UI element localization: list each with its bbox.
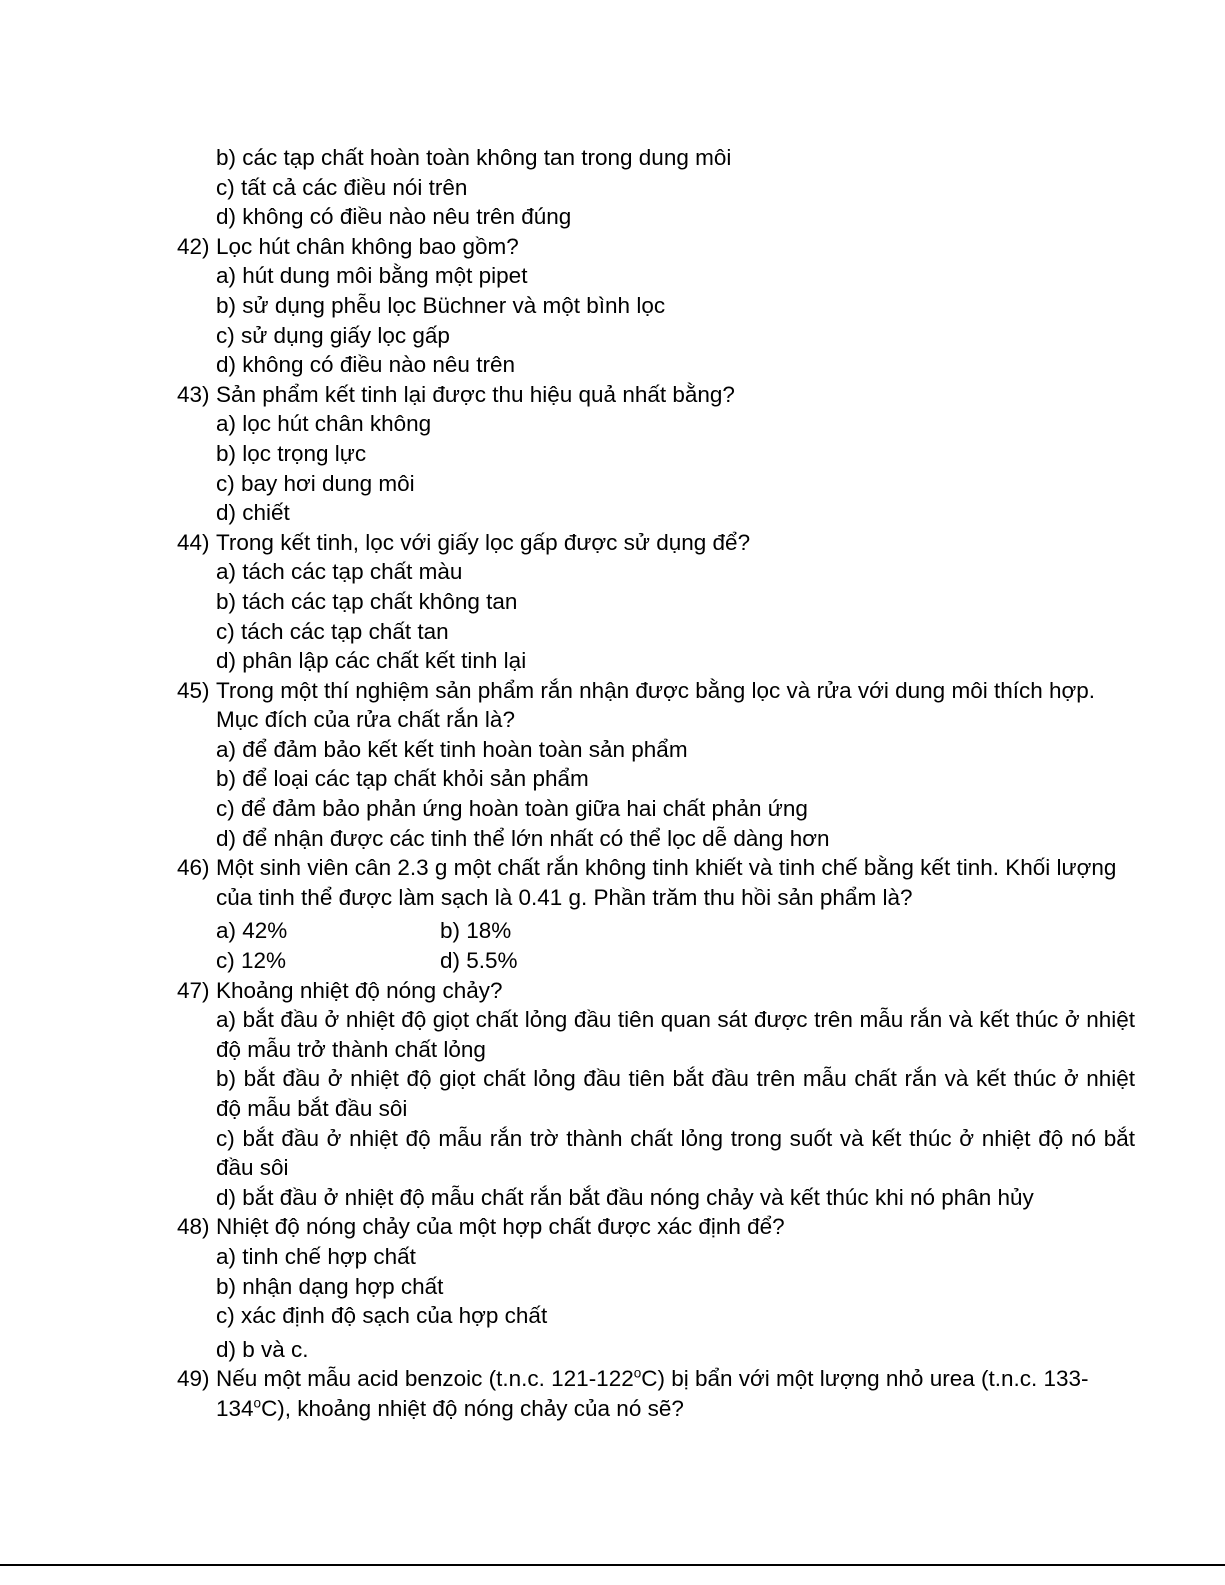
document-page <box>0 143 1225 1424</box>
question-text: Nhiệt độ nóng chảy của một hợp chất được xác định để? <box>216 1214 785 1240</box>
q43-option-c: c) bay hơi dung môi <box>216 470 415 496</box>
q45-option-b: b) để loại các tạp chất khỏi sản phẩm <box>216 766 589 792</box>
q44-option-a: a) tách các tạp chất màu <box>216 559 463 585</box>
q46-option-b: b) 18% <box>440 918 512 944</box>
q49-text-part-3: C), khoảng nhiệt độ nóng chảy của nó sẽ? <box>261 1395 684 1421</box>
q43-option-b: b) lọc trọng lực <box>216 440 367 466</box>
q47-option-b: b) bắt đầu ở nhiệt độ giọt chất lỏng đầu tiên bắt đầu trên mẫu chất rắn và kết thúc ở nhiệt độ mẫu bắt đầu sôi <box>216 1066 1135 1121</box>
q42-option-d: d) không có điều nào nêu trên <box>216 352 515 378</box>
q42-option-c: c) sử dụng giấy lọc gấp <box>216 322 450 348</box>
question-text: Sản phẩm kết tinh lại được thu hiệu quả nhất bằng? <box>216 381 735 407</box>
q44-option-b: b) tách các tạp chất không tan <box>216 588 518 614</box>
question-number: 47) <box>177 977 210 1003</box>
q41-option-b: b) các tạp chất hoàn toàn không tan trong dung môi <box>216 145 732 170</box>
q46-option-c: c) 12% <box>216 948 287 974</box>
degree-superscript: o <box>633 1365 642 1381</box>
q41-option-d: d) không có điều nào nêu trên đúng <box>216 204 572 230</box>
q49-text-part-1: Nếu một mẫu acid benzoic (t.n.c. 121-122 <box>216 1366 634 1392</box>
q42-option-a: a) hút dung môi bằng một pipet <box>216 263 528 289</box>
question-number: 45) <box>177 677 210 703</box>
question-43 <box>0 380 1225 410</box>
question-number: 48) <box>177 1214 210 1240</box>
question-49 <box>0 1364 1225 1423</box>
q45-option-c: c) để đảm bảo phản ứng hoàn toàn giữa hai chất phản ứng <box>216 796 808 822</box>
question-number: 42) <box>177 233 210 259</box>
q42-option-b: b) sử dụng phễu lọc Büchner và một bình lọc <box>216 292 666 318</box>
q43-option-a: a) lọc hút chân không <box>216 411 432 437</box>
question-text: Một sinh viên cân 2.3 g một chất rắn không tinh khiết và tinh chế bằng kết tinh. Khối lượng của tinh thể được làm sạch là 0.41 g. Phần trăm thu hồi sản phẩm là? <box>216 855 1117 910</box>
question-text: Lọc hút chân không bao gồm? <box>216 233 519 259</box>
q48-option-c: c) xác định độ sạch của hợp chất <box>216 1303 548 1329</box>
question-47 <box>0 976 1225 1006</box>
question-number: 46) <box>177 855 210 881</box>
q47-option-d: d) bắt đầu ở nhiệt độ mẫu chất rắn bắt đầu nóng chảy và kết thúc khi nó phân hủy <box>216 1184 1034 1210</box>
question-text: Trong kết tinh, lọc với giấy lọc gấp được sử dụng để? <box>216 529 751 555</box>
q47-option-c: c) bắt đầu ở nhiệt độ mẫu rắn trờ thành chất lỏng trong suốt và kết thúc ở nhiệt độ nó bắt đầu sôi <box>216 1125 1135 1181</box>
q43-option-d: d) chiết <box>216 500 290 526</box>
question-45 <box>0 676 1225 735</box>
question-number: 43) <box>177 381 210 407</box>
q46-option-a: a) 42% <box>216 918 288 944</box>
q47-option-a: a) bắt đầu ở nhiệt độ giọt chất lỏng đầu tiên quan sát được trên mẫu rắn và kết thúc ở nhiệt độ mẫu trở thành chất lỏng <box>216 1007 1135 1062</box>
q46-option-d: d) 5.5% <box>440 948 518 974</box>
q44-option-c: c) tách các tạp chất tan <box>216 618 449 644</box>
q49-text-part-2: C) bị bẩn với một lượng nhỏ urea (t.n.c. 133-134 <box>216 1366 1089 1421</box>
q48-option-a: a) tinh chế hợp chất <box>216 1243 416 1269</box>
page-bottom-border <box>0 1564 1225 1566</box>
q44-option-d: d) phân lập các chất kết tinh lại <box>216 648 527 674</box>
question-text: Trong một thí nghiệm sản phẩm rắn nhận được bằng lọc và rửa với dung môi thích hợp. Mục đích của rửa chất rắn là? <box>216 677 1096 733</box>
question-number: 49) <box>177 1366 210 1392</box>
q45-option-a: a) để đảm bảo kết kết tinh hoàn toàn sản phẩm <box>216 736 688 762</box>
question-text: Khoảng nhiệt độ nóng chảy? <box>216 977 503 1003</box>
question-42 <box>0 232 1225 262</box>
question-48 <box>0 1212 1225 1242</box>
q45-option-d: d) để nhận được các tinh thể lớn nhất có thể lọc dễ dàng hơn <box>216 825 830 851</box>
question-46 <box>0 853 1225 912</box>
q46-options-row-2 <box>0 946 1225 976</box>
q48-option-b: b) nhận dạng hợp chất <box>216 1273 444 1299</box>
q46-options-row-1 <box>0 916 1225 946</box>
question-text <box>177 1364 1225 1423</box>
question-44 <box>0 528 1225 558</box>
q41-option-c: c) tất cả các điều nói trên <box>216 174 468 200</box>
degree-superscript: o <box>253 1395 262 1411</box>
question-number: 44) <box>177 529 210 555</box>
q48-option-d: d) b và c. <box>216 1336 309 1362</box>
